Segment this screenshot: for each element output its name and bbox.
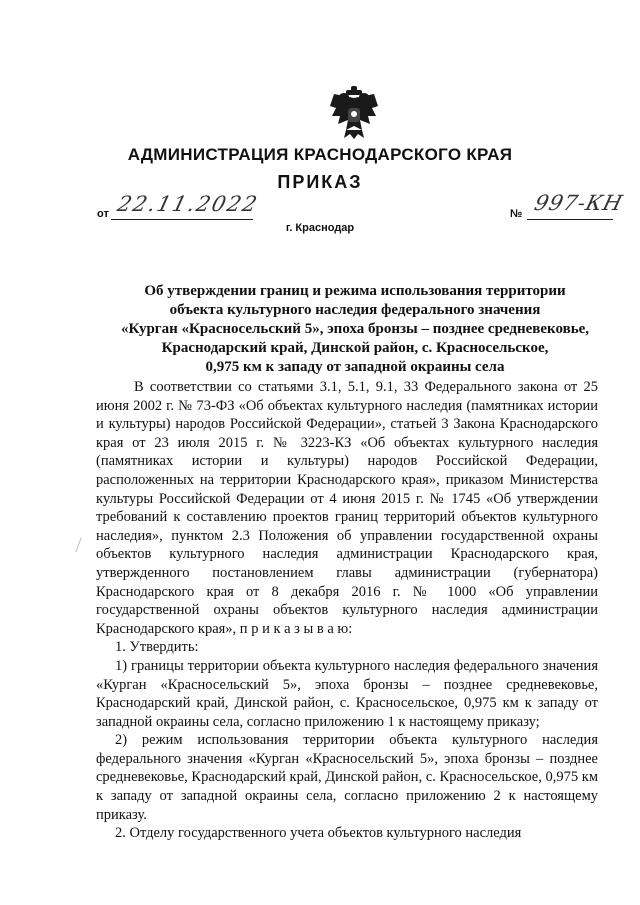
item-1-1: 1) границы территории объекта культурного наследия федерального значения «Курган «Красносельский 5», эпоха бронзы – позднее средневековье, Краснодарский край, Динской район, с. Красносельское, 0,975 км к западу от западной окраины села, согласно приложению 1 к настоящему приказу; xyxy=(96,657,598,730)
title-line: Об утверждении границ и режима использования территории xyxy=(144,283,566,299)
organization-name: АДМИНИСТРАЦИЯ КРАСНОДАРСКОГО КРАЯ xyxy=(127,145,513,164)
item-1: 1. Утвердить: xyxy=(115,639,199,656)
handwritten-date: 22.11.2022 xyxy=(115,192,262,216)
title-line: «Курган «Красносельский 5», эпоха бронзы – позднее средневековье, xyxy=(120,321,590,337)
preamble-paragraph: В соответствии со статьями 3.1, 5.1, 9.1, 33 Федерального закона от 25 июня 2002 г. № 73-ФЗ «Об объектах культурного наследия (памятниках истории и культуры) народов Российской Федерации», статьей 3 Закона Краснодарского края от 23 июля 2015 г. № 3223-КЗ «Об объектах культурного наследия (памятниках истории и культуры) народов Российской Федерации, расположенных на территории Краснодарского края», приказом Министерства культуры Российской Федерации от 4 июня 2015 г. № 1745 «Об утверждении требований к составлению проектов границ территорий объектов культурного наследия», пунктом 2.3 Положения об управлении государственной охраны объектов культурного наследия администрации Краснодарского края, утвержденного постановлением главы администрации (губернатора) Краснодарского края от 8 декабря 2016 г. № 1000 «Об управлении государственной охраны объектов культурного наследия администрации Краснодарского края», п р и к а з ы в а ю: xyxy=(96,379,598,637)
title-line: объекта культурного наследия федерального значения xyxy=(169,302,541,318)
coat-of-arms-icon xyxy=(328,84,380,140)
document-body xyxy=(96,378,598,843)
document-title xyxy=(110,282,600,377)
document-type: ПРИКАЗ xyxy=(277,172,363,192)
handwritten-number: 997-КН xyxy=(532,191,626,215)
date-prefix: от xyxy=(97,208,109,220)
item-1-2: 2) режим использования территории объекта культурного наследия федерального значения «Курган «Красносельский 5», эпоха бронзы – позднее средневековье, Краснодарский край, Динской район, с. Красносельское, 0,975 км к западу от западной окраины села, согласно приложению 2 к настоящему приказу. xyxy=(96,732,598,823)
item-2: 2. Отделу государственного учета объектов культурного наследия xyxy=(115,825,522,842)
number-prefix: № xyxy=(510,208,523,220)
title-line: 0,975 км к западу от западной окраины села xyxy=(205,359,505,375)
margin-mark xyxy=(75,538,85,552)
title-line: Краснодарский край, Динской район, с. Красносельское, xyxy=(161,340,549,356)
city-name: г. Краснодар xyxy=(285,222,355,234)
